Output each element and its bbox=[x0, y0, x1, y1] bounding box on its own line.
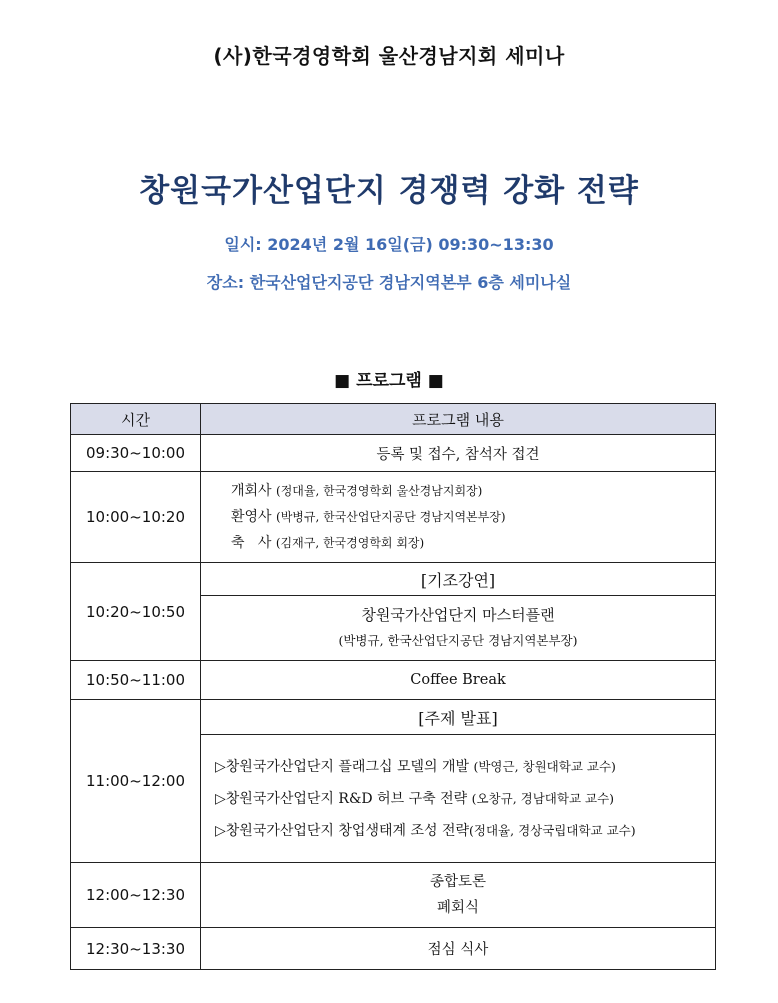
keynote-title: 창원국가산업단지 마스터플랜 bbox=[361, 606, 555, 624]
column-header-content: 프로그램 내용 bbox=[201, 404, 716, 435]
program-heading: ■ 프로그램 ■ bbox=[334, 371, 444, 391]
seminar-place: 장소: 한국산업단지공단 경남지역본부 6층 세미나실 bbox=[206, 273, 572, 292]
time-cell: 10:00~10:20 bbox=[71, 472, 201, 563]
table-row bbox=[71, 472, 716, 563]
talk-speaker: (정대율, 경상국립대학교 교수) bbox=[469, 822, 636, 838]
talk-speaker: (박영근, 창원대학교 교수) bbox=[473, 758, 616, 774]
table-row bbox=[71, 863, 716, 928]
talk-title: ▷창원국가산업단지 창업생태계 조성 전략 bbox=[215, 822, 470, 839]
time-cell: 11:00~12:00 bbox=[71, 700, 201, 863]
role-label: 환영사 bbox=[231, 509, 272, 525]
table-row bbox=[71, 700, 716, 735]
organizer-title: (사)한국경영학회 울산경남지회 세미나 bbox=[213, 44, 565, 68]
person-label: (김재구, 한국경영학회 회장) bbox=[275, 536, 425, 550]
talk-title: ▷창원국가산업단지 R&D 허브 구축 전략 bbox=[215, 790, 468, 807]
time-cell: 12:00~12:30 bbox=[71, 863, 201, 928]
column-header-time: 시간 bbox=[71, 404, 201, 435]
closing-ceremony: 폐회식 bbox=[436, 900, 480, 916]
section-label: [주제 발표] bbox=[201, 700, 716, 735]
congratulatory-remarks-line bbox=[231, 530, 715, 556]
talk-speaker: (오창규, 경남대학교 교수) bbox=[471, 790, 615, 806]
talk-item bbox=[215, 783, 715, 815]
content-cell: 점심 식사 bbox=[201, 928, 716, 970]
time-cell: 10:50~11:00 bbox=[71, 661, 201, 700]
table-row bbox=[71, 661, 716, 700]
table-row bbox=[71, 928, 716, 970]
general-discussion: 종합토론 bbox=[429, 874, 487, 890]
welcome-remarks-line bbox=[231, 504, 715, 530]
table-row bbox=[71, 563, 716, 596]
content-cell bbox=[201, 472, 716, 563]
program-table bbox=[70, 403, 716, 970]
table-header-row bbox=[71, 404, 716, 435]
keynote-speaker: (박병규, 한국산업단지공단 경남지역본부장) bbox=[338, 633, 578, 648]
section-label: [기조강연] bbox=[201, 563, 716, 596]
seminar-title: 창원국가산업단지 경쟁력 강화 전략 bbox=[139, 173, 639, 209]
person-label: (정대율, 한국경영학회 울산경남지회장) bbox=[276, 484, 483, 498]
role-label: 개회사 bbox=[231, 483, 272, 499]
time-cell: 10:20~10:50 bbox=[71, 563, 201, 661]
seminar-date: 일시: 2024년 2월 16일(금) 09:30~13:30 bbox=[224, 235, 554, 254]
table-row bbox=[71, 435, 716, 472]
time-cell: 12:30~13:30 bbox=[71, 928, 201, 970]
talk-item bbox=[215, 751, 715, 783]
content-cell: 등록 및 접수, 참석자 접견 bbox=[201, 435, 716, 472]
time-cell: 09:30~10:00 bbox=[71, 435, 201, 472]
role-label: 축 사 bbox=[231, 535, 272, 551]
person-label: (박병규, 한국산업단지공단 경남지역본부장) bbox=[276, 510, 506, 524]
talk-item bbox=[215, 815, 715, 847]
opening-remarks-line bbox=[231, 478, 715, 504]
content-cell: Coffee Break bbox=[201, 661, 716, 700]
talk-title: ▷창원국가산업단지 플래그십 모델의 개발 bbox=[215, 758, 470, 775]
talks-cell bbox=[201, 735, 716, 863]
content-cell bbox=[201, 863, 716, 928]
keynote-cell bbox=[201, 596, 716, 661]
